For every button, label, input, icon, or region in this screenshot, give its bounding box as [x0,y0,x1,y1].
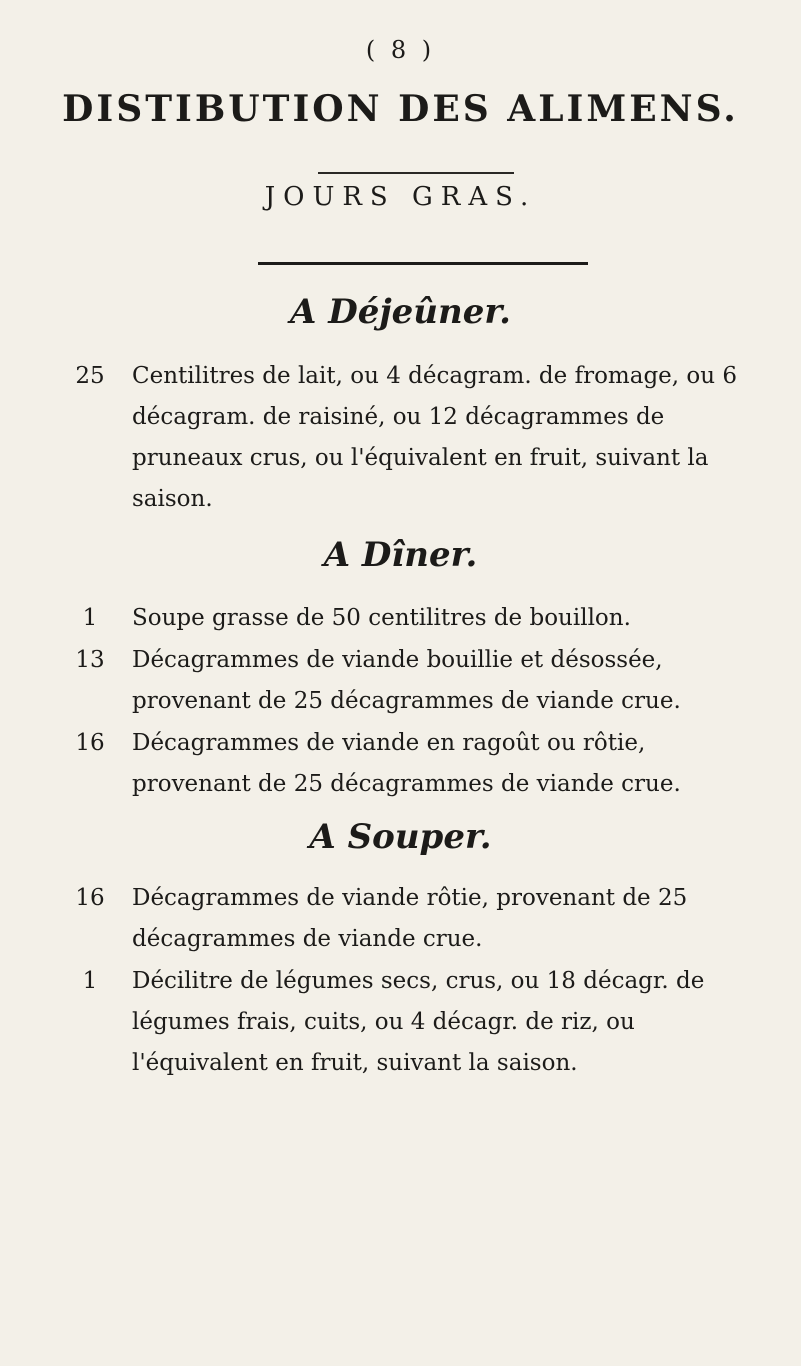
divider-rule-thick [258,262,588,265]
entry-text: Décagrammes de viande bouillie et désossée, provenant de 25 décagrammes de viande crue. [132,647,681,714]
entry-quantity: 13 [75,647,105,673]
entry-text: Décagrammes de viande en ragoût ou rôtie, provenant de 25 décagrammes de viande crue. [132,730,681,797]
divider-rule [318,172,514,174]
meal-entry [60,640,770,722]
entry-quantity: 16 [75,885,105,911]
section-title: JOURS GRAS. [264,182,537,212]
entry-text: Décilitre de légumes secs, crus, ou 18 décagr. de légumes frais, cuits, ou 4 décagr. de riz, ou l'équivalent en fruit, suivant la saison. [132,968,705,1076]
meal-entry [60,878,770,960]
entry-quantity: 1 [82,605,98,631]
meal-heading-souper: A Souper. [309,817,492,857]
meal-entry [60,961,770,1084]
entry-text: Décagrammes de viande rôtie, provenant de 25 décagrammes de viande crue. [132,885,688,952]
meal-heading-diner: A Dîner. [323,535,478,575]
entry-quantity: 25 [75,363,105,389]
entry-text: Soupe grasse de 50 centilitres de bouillon. [132,605,631,631]
entry-quantity: 16 [75,730,105,756]
entry-text: Centilitres de lait, ou 4 décagram. de fromage, ou 6 décagram. de raisiné, ou 12 décagrammes de pruneaux crus, ou l'équivalent en fruit, suivant la saison. [132,363,738,512]
meal-entry [60,356,770,520]
meal-entry [60,598,770,639]
entry-quantity: 1 [82,968,98,994]
meal-entry [60,723,770,805]
page-title: DISTIBUTION DES ALIMENS. [62,88,739,130]
page-number: ( 8 ) [365,36,436,64]
meal-heading-dejeuner: A Déjeûner. [290,292,511,332]
